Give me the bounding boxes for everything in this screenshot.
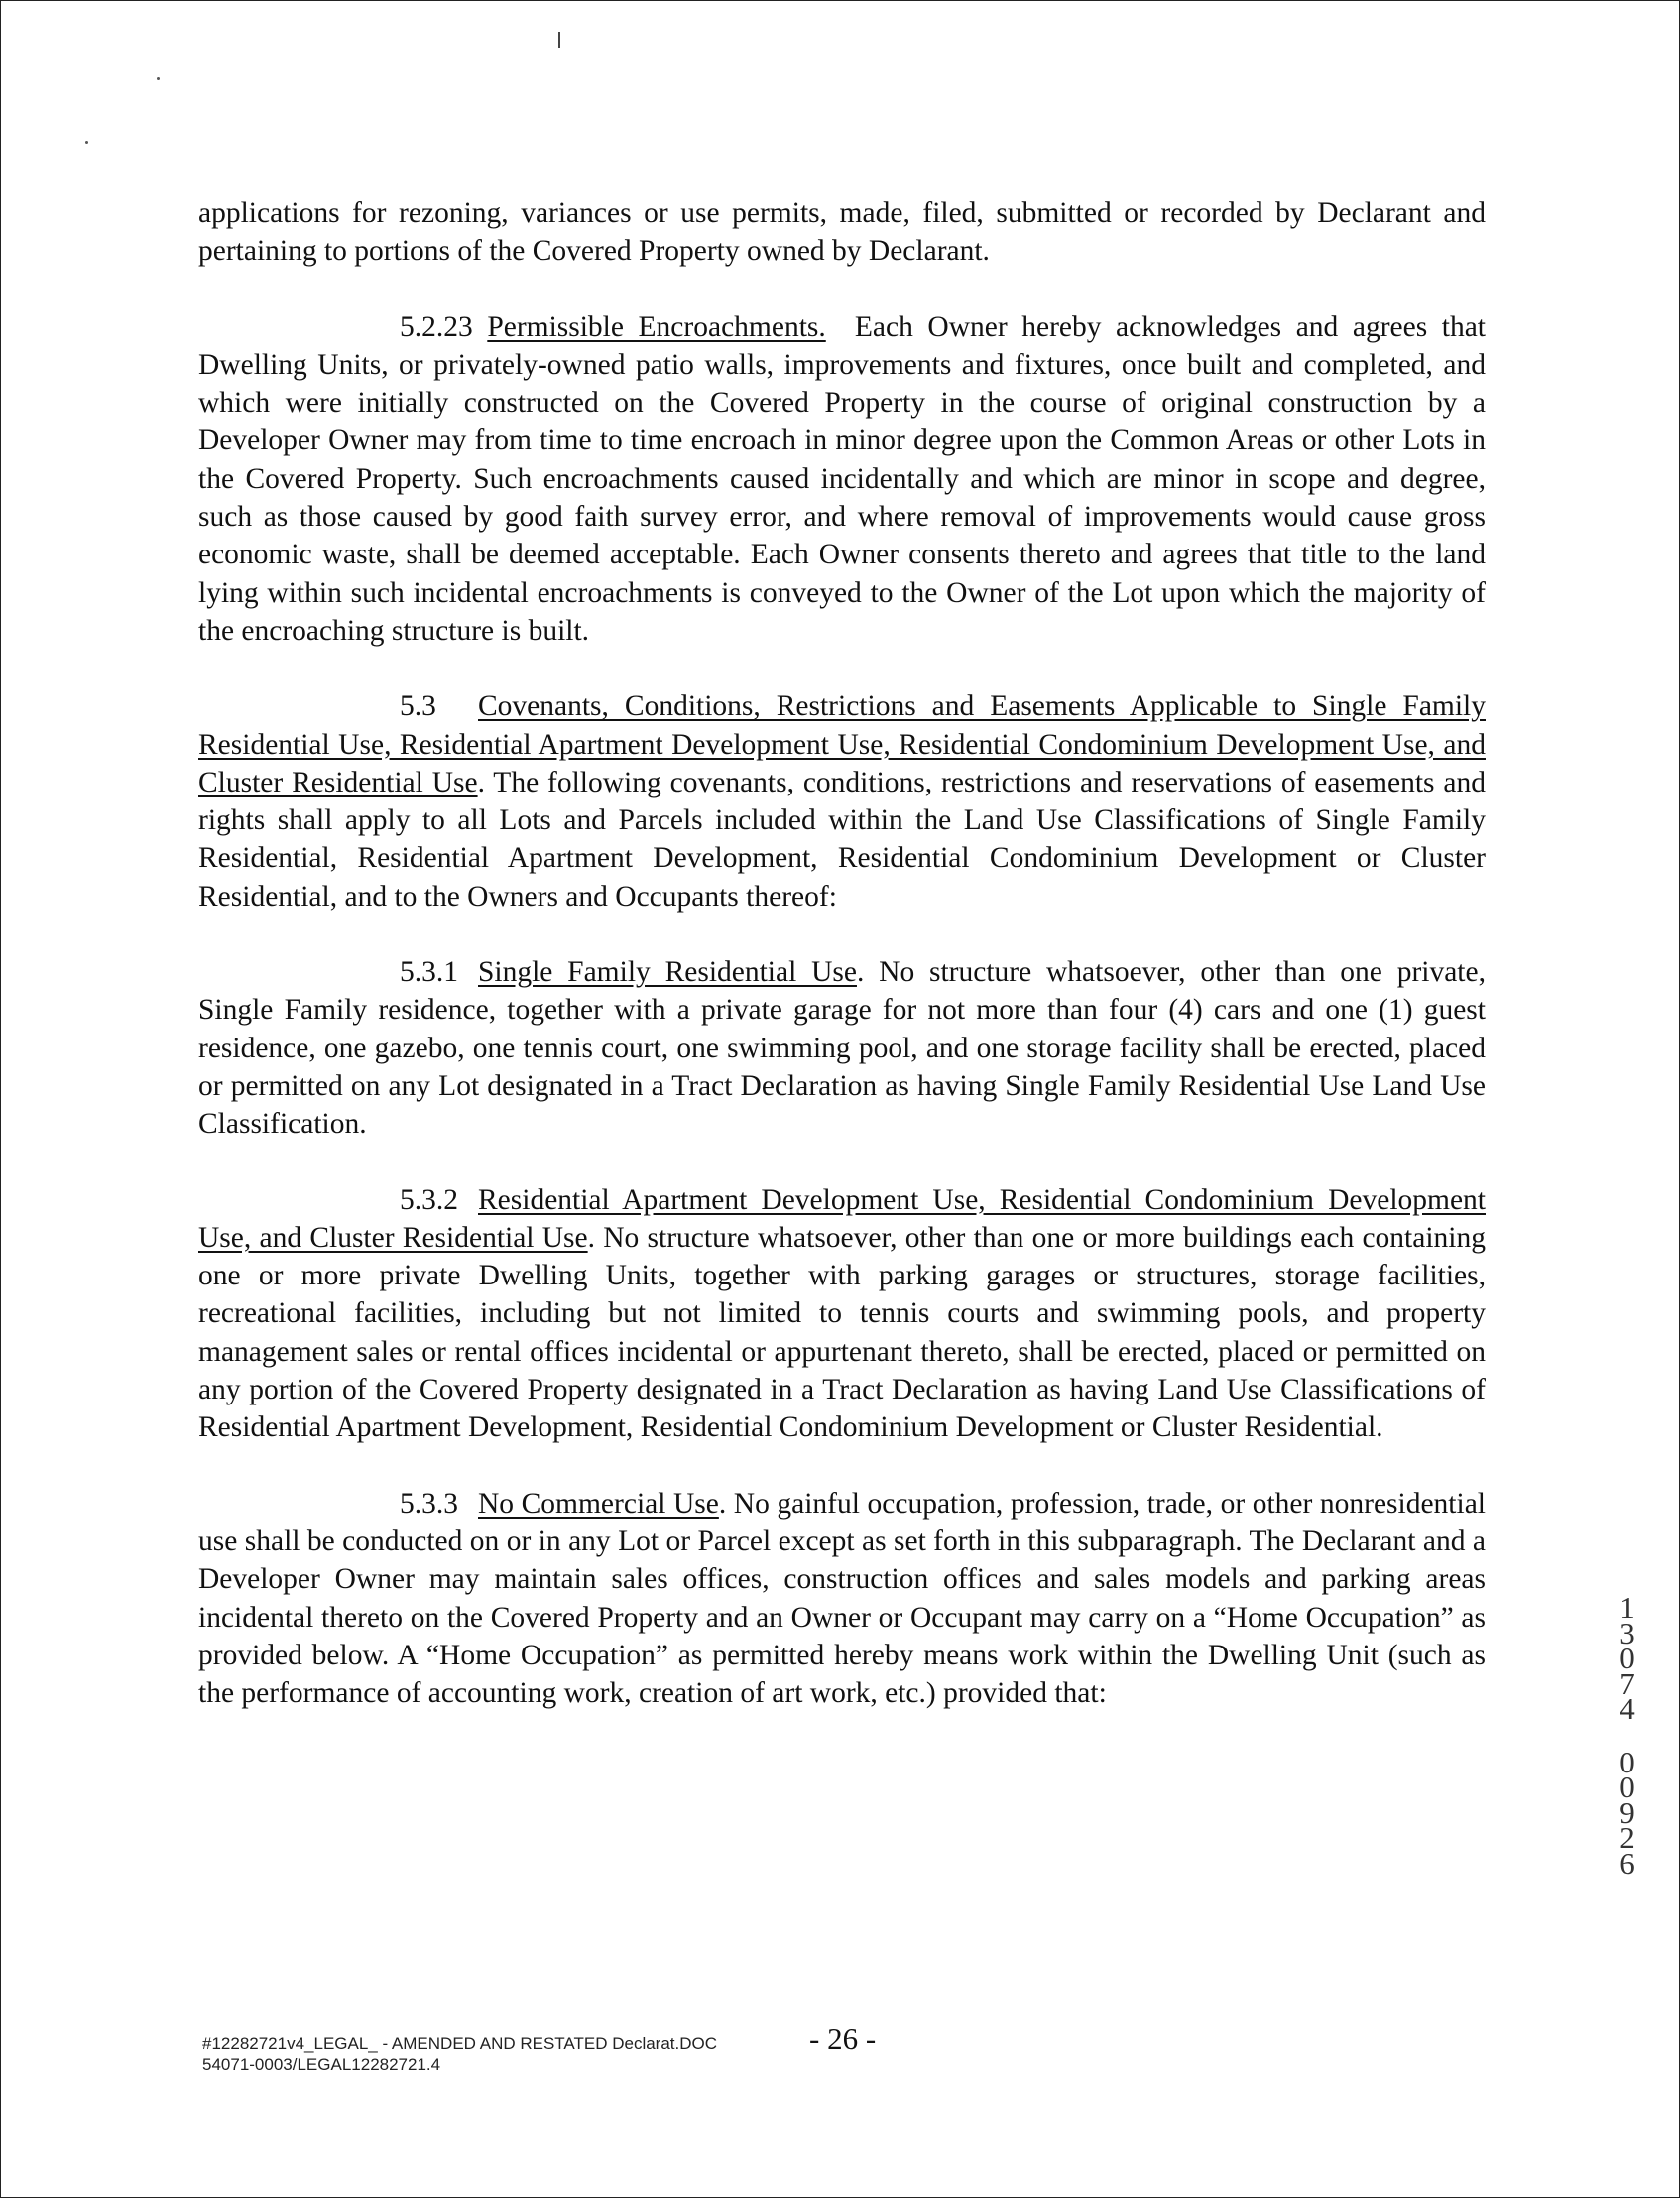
section-text: . The following covenants, conditions, restrictions and reservations of easements and rights shall apply to all Lots and Parcels included within the Land Use Classifications of Single Family Residential, Residential Apartment Development, Residential Condominium Development or Cluster Residential, and to the Owners and Occupants thereof: [198,766,1486,913]
section-number: 5.3.1 [400,956,458,989]
bates-digit: 7 [1620,1665,1635,1701]
section-5-3-2 [198,1181,1486,1447]
section-number: 5.3 [400,690,436,723]
bates-digit: 9 [1620,1794,1635,1830]
scan-mark-top [558,32,560,48]
footer-line: 54071-0003/LEGAL12282721.4 [202,2055,441,2074]
footer-line: #12282721v4_LEGAL_ - AMENDED AND RESTATED Declarat.DOC [202,2034,718,2053]
section-text: . No structure whatsoever, other than one or more buildings each containing one or more private Dwelling Units, together with parking garages or structures, storage facilities, recreational facilities, including but not limited to tennis courts and swimming pools, and property management sales or rental offices incidental or appurtenant thereto, shall be erected, placed or permitted on any portion of the Covered Property designated in a Tract Declaration as having Land Use Classifications of Residential Apartment Development, Residential Condominium Development or Cluster Residential. [198,1221,1486,1444]
section-heading: No Commercial Use [478,1487,719,1520]
section-5-3 [198,687,1486,916]
section-5-3-3 [198,1485,1486,1713]
section-heading: Permissible Encroachments. [487,310,826,343]
page-number: - 26 - [809,2021,877,2056]
bates-number [1613,1590,1642,1881]
section-number: 5.3.2 [400,1183,458,1216]
bates-digit: 6 [1620,1845,1635,1881]
scan-dot [85,141,88,144]
bates-digit: 0 [1620,1744,1635,1779]
bates-digit: 1 [1620,1590,1635,1625]
bates-digit: 0 [1620,1770,1635,1804]
section-heading: Covenants, Conditions, Restrictions and Easements Applicable to Single Family Residential Use, Residential Apartment Development Use, Residential Condominium Development Use, and Cluster Residential Use [198,690,1486,798]
section-heading: Single Family Residential Use [478,956,857,989]
bates-digit: 4 [1620,1691,1635,1726]
bates-digit: 3 [1620,1615,1635,1650]
section-5-2-23 [198,308,1486,651]
document-body [198,194,1486,1750]
bates-digit: 0 [1620,1641,1635,1675]
section-heading: Residential Apartment Development Use, Residential Condominium Development Use, and Cluster Residential Use [198,1183,1486,1254]
scan-dot [157,77,160,80]
section-text: . No structure whatsoever, other than one private, Single Family residence, together with a private garage for not more than four (4) cars and one (1) guest residence, one gazebo, one tennis court, one swimming pool, and one storage facility shall be erected, placed or permitted on any Lot designated in a Tract Declaration as having Single Family Residential Use Land Use Classification. [198,956,1486,1141]
bates-digit: 2 [1620,1820,1635,1855]
section-number: 5.2.23 [400,310,473,343]
section-text: . No gainful occupation, profession, trade, or other nonresidential use shall be conducted on or in any Lot or Parcel except as set forth in this subparagraph. The Declarant and a Developer Owner may maintain sales offices, construction offices and sales models and parking areas incidental thereto on the Covered Property and an Owner or Occupant may carry on a “Home Occupation” as provided below. A “Home Occupation” as permitted hereby means work within the Dwelling Unit (such as the performance of accounting work, creation of art work, etc.) provided that: [198,1487,1486,1710]
footer-document-reference [202,2033,717,2075]
section-text: Each Owner hereby acknowledges and agrees that Dwelling Units, or privately-owned patio walls, improvements and fixtures, once built and completed, and which were initially constructed on the Covered Property in the course of original construction by a Developer Owner may from time to time encroach in minor degree upon the Common Areas or other Lots in the Covered Property. Such encroachments caused incidentally and which are minor in scope and degree, such as those caused by good faith survey error, and where removal of improvements would cause gross economic waste, shall be deemed acceptable. Each Owner consents thereto and agrees that title to the land lying within such incidental encroachments is conveyed to the Owner of the Lot upon which the majority of the encroaching structure is built. [198,310,1486,647]
section-number: 5.3.3 [400,1487,458,1520]
paragraph-text: applications for rezoning, variances or use permits, made, filed, submitted or recorded by Declarant and pertaining to portions of the Covered Property owned by Declarant. [198,197,1486,268]
section-5-3-1 [198,953,1486,1143]
paragraph-continuation [198,194,1486,271]
